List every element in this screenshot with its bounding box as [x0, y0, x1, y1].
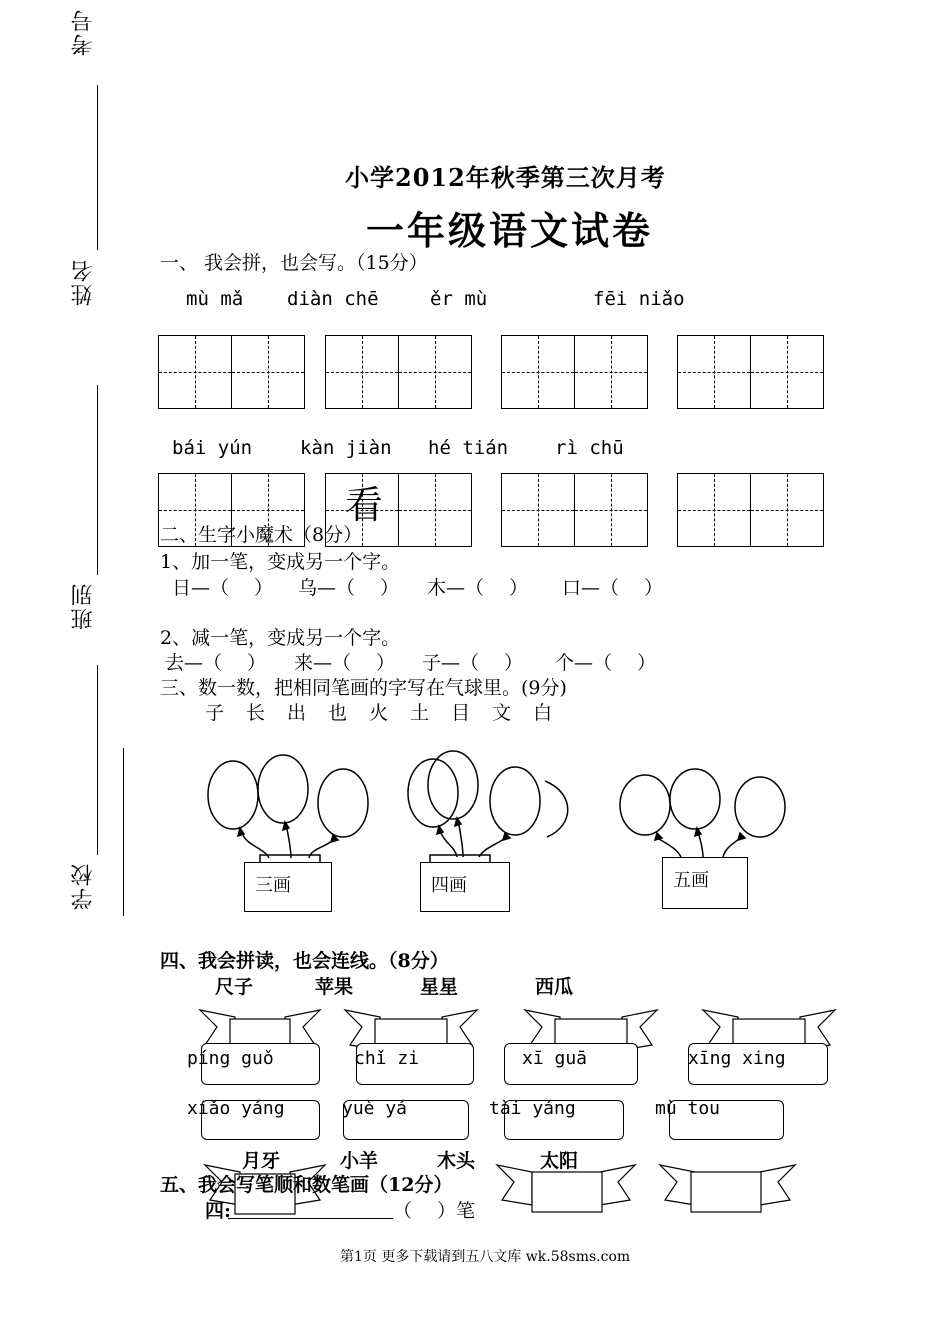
tianzige-4[interactable]	[677, 335, 824, 409]
pinyin-xing-xing: xīng xing	[688, 1048, 786, 1069]
q1-add-stroke: 1、加一笔，变成另一个字。	[160, 551, 401, 573]
tianzige-1[interactable]	[158, 335, 305, 409]
balloon	[735, 777, 785, 837]
q2-item-ge: 个—（ ）	[555, 652, 657, 674]
char-huo: 火	[369, 702, 389, 724]
char-tu: 土	[410, 702, 430, 724]
char-mu: 目	[451, 702, 471, 724]
pinyin-tai-yang: tài yáng	[489, 1098, 576, 1119]
exam-no-line	[97, 85, 98, 250]
paper-subtitle: 一年级语文试卷	[366, 208, 654, 253]
char-chang: 长	[246, 702, 266, 724]
pinyin-xi-gua: xī guā	[522, 1048, 588, 1069]
balloon	[408, 759, 458, 827]
class-line	[97, 665, 98, 855]
four-stroke-label: 四画	[431, 875, 467, 896]
page-footer: 第1页 更多下载请到五八文库 wk.58sms.com	[340, 1249, 631, 1265]
balloon	[318, 769, 368, 837]
name-line	[97, 385, 98, 575]
pinyin-chi-zi: chǐ zi	[354, 1048, 420, 1069]
word-chizi: 尺子	[215, 976, 254, 998]
pinyin-mu-tou: mù tou	[655, 1098, 721, 1119]
word-xigua: 西瓜	[535, 976, 574, 998]
q2-item-lai: 来—（ ）	[294, 652, 396, 674]
section1-heading: 一、 我会拼，也会写。（15分）	[160, 252, 428, 274]
pinyin-er-mu: ěr mù	[430, 288, 488, 310]
section2-heading: 二、生字小魔术（8分）	[160, 524, 363, 546]
word-xingxing: 星星	[420, 976, 459, 998]
tianzige-2[interactable]	[325, 335, 472, 409]
exam-no-label: 考号	[71, 8, 96, 56]
three-stroke-label: 三画	[255, 875, 291, 896]
exam-title: 小学2012年秋季第三次月考	[345, 163, 666, 192]
section5-heading: 五、我会写笔顺和数笔画（12分）	[160, 1174, 453, 1196]
pinyin-ping-guo: píng guǒ	[187, 1048, 274, 1069]
q1-item-ri: 日—（ ）	[172, 577, 274, 599]
q1-item-kou: 口—（ ）	[562, 577, 664, 599]
char-zi: 子	[205, 702, 225, 724]
char-ye: 也	[328, 702, 348, 724]
balloon	[670, 769, 720, 829]
five-stroke-box[interactable]	[662, 857, 748, 909]
word-taiyang: 太阳	[540, 1150, 579, 1172]
pinyin-xiao-yang: xiǎo yáng	[187, 1098, 285, 1119]
pinyin-bai-yun: bái yún	[172, 437, 253, 459]
class-label: 班别	[71, 582, 96, 630]
balloon	[258, 755, 308, 823]
tianzige-8[interactable]	[677, 473, 824, 547]
stroke-order-char: 四:	[205, 1200, 232, 1222]
tianzige-7[interactable]	[501, 473, 648, 547]
name-label: 姓名	[71, 258, 96, 306]
pinyin-ri-chu: rì chū	[555, 437, 624, 459]
pinyin-he-tian: hé tián	[428, 437, 509, 459]
stroke-order-line[interactable]	[228, 1218, 393, 1219]
char-wen: 文	[492, 702, 512, 724]
balloon	[208, 761, 258, 829]
school-label: 学校	[71, 862, 96, 910]
filled-character-kan: 看	[345, 483, 384, 527]
pinyin-mu-ma: mù mǎ	[186, 288, 244, 310]
char-bai: 白	[533, 702, 553, 724]
word-yueya: 月牙	[242, 1150, 281, 1172]
four-stroke-box[interactable]	[420, 862, 510, 912]
q2-item-zi: 子—（ ）	[422, 652, 524, 674]
stroke-count[interactable]: （ ）笔	[393, 1200, 476, 1222]
school-line	[123, 748, 124, 916]
balloon	[428, 751, 478, 819]
char-chu: 出	[287, 702, 307, 724]
word-mutou: 木头	[437, 1150, 476, 1172]
section4-heading: 四、我会拼读，也会连线。（8分）	[160, 950, 449, 972]
five-stroke-label: 五画	[673, 870, 709, 891]
pinyin-kan-jian: kàn jiàn	[300, 437, 392, 459]
balloon	[620, 775, 670, 835]
balloon	[490, 767, 540, 835]
q1-item-wu: 乌—（ ）	[298, 577, 400, 599]
pinyin-fei-niao: fēi niǎo	[593, 288, 685, 310]
tianzige-3[interactable]	[501, 335, 648, 409]
word-pingguo: 苹果	[315, 976, 354, 998]
pinyin-dian-che: diàn chē	[287, 288, 379, 310]
pinyin-yue-ya: yuè yá	[342, 1098, 408, 1119]
q2-remove-stroke: 2、减一笔，变成另一个字。	[160, 627, 401, 649]
q1-item-mu: 木—（ ）	[427, 577, 529, 599]
char-list	[205, 698, 552, 725]
q2-item-qu: 去—（ ）	[165, 652, 267, 674]
section3-heading: 三、数一数，把相同笔画的字写在气球里。(9分)	[160, 677, 567, 699]
word-xiaoyang: 小羊	[340, 1150, 379, 1172]
three-stroke-box[interactable]	[244, 862, 332, 912]
